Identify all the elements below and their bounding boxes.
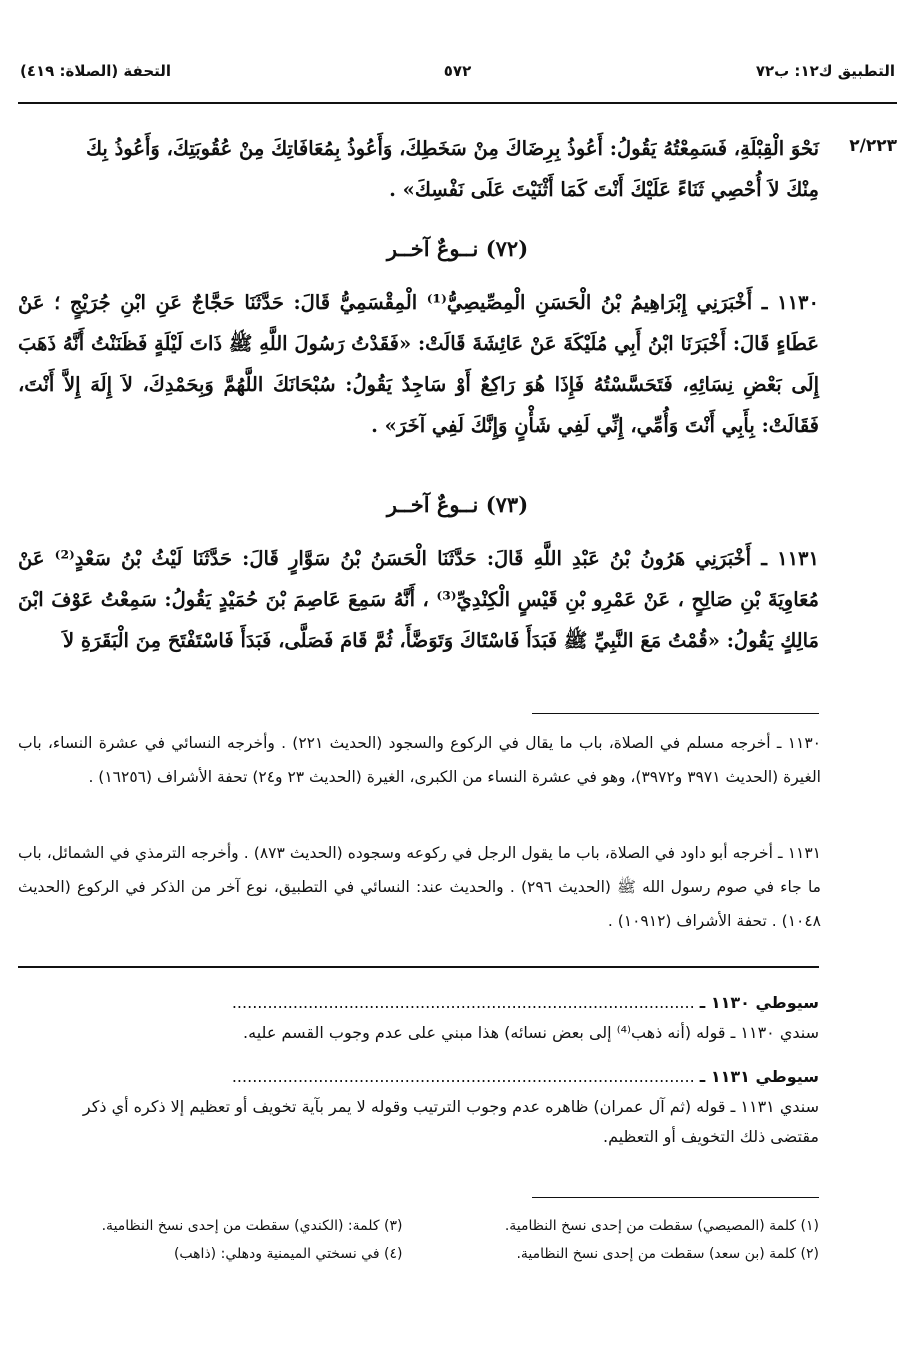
section-heading-72: (٧٢) نــوعٌ آخــر: [386, 236, 529, 261]
dotted-leader: ...........................................................................................: [231, 993, 695, 1012]
hadith-1131: ١١٣١ ـ أَخْبَرَنِي هَرُونُ بْنُ عَبْدِ اللَّهِ قَالَ: حَدَّثَنَا الْحَسَنُ بْنُ سَوَّارٍ قَالَ: حَدَّثَنَا لَيْثُ بْنُ سَعْدٍ⁽²⁾ عَنْ مُعَاوِيَةَ بْنِ صَالِحٍ ، عَنْ عَمْرِو بْنِ قَيْسٍ الْكِنْدِيِّ⁽³⁾ ، أَنَّهُ سَمِعَ عَاصِمَ بْنَ حُمَيْدٍ يَقُولُ: سَمِعْتُ عَوْفَ ابْنَ مَالِكٍ يَقُولُ: «قُمْتُ مَعَ النَّبِيِّ ﷺ فَبَدَأَ فَاسْتَاكَ وَتَوَضَّأَ، ثُمَّ قَامَ فَصَلَّى، فَبَدَأَ فَاسْتَفْتَحَ مِنَ الْبَقَرَةِ لاَ: [18, 547, 820, 652]
footnote-3: (٣) كلمة: (الكندي) سقطت من إحدى نسخ النظامية.: [101, 1218, 403, 1234]
commentary: [18, 988, 819, 1152]
running-header: [20, 62, 895, 92]
dotted-leader: ...........................................................................................: [231, 1067, 695, 1086]
footnotes-right-column: [435, 1212, 819, 1268]
section-heading-73: (٧٣) نــوعٌ آخــر: [386, 492, 529, 517]
page-number: ٥٧٢: [443, 62, 472, 80]
header-tuhfa-ref: التحفة (الصلاة: ٤١٩): [20, 62, 172, 80]
footnotes-left-column: [18, 1212, 402, 1268]
header-rule: [18, 102, 897, 104]
header-chapter-ref: التطبيق ك١٢: ب٧٢: [755, 62, 895, 80]
sindi-1131-b: مقتضى ذلك التخويف أو التعظيم.: [602, 1127, 819, 1146]
footnote-2: (٢) كلمة (بن سعد) سقطت من إحدى نسخ النظامية.: [516, 1246, 819, 1262]
notes-separator: [532, 1197, 819, 1198]
hadith-1130: ١١٣٠ ـ أَخْبَرَنِي إِبْرَاهِيمُ بْنُ الْحَسَنِ الْمِصِّيصِيُّ⁽¹⁾ الْمِقْسَمِيُّ قَالَ: حَدَّثَنَا حَجَّاجٌ عَنِ ابْنِ جُرَيْجٍ ؛ عَنْ عَطَاءٍ قَالَ: أَخْبَرَنَا ابْنُ أَبِي مُلَيْكَةَ عَنْ عَائِشَةَ قَالَتْ: «فَقَدْتُ رَسُولَ اللَّهِ ﷺ ذَاتَ لَيْلَةٍ فَظَنَنْتُ أَنَّهُ ذَهَبَ إِلَى بَعْضِ نِسَائِهِ، فَتَحَسَّسْتُهُ فَإِذَا هُوَ رَاكِعٌ أَوْ سَاجِدٌ يَقُولُ: سُبْحَانَكَ اللَّهُمَّ وَبِحَمْدِكَ، لاَ إِلَهَ إِلاَّ أَنْتَ، فَقَالَتْ: بِأَبِي أَنْتَ وَأُمِّي، إِنِّي لَفِي شَأْنٍ وَإِنَّكَ لَفِي آخَرَ» .: [18, 291, 820, 437]
sindi-1131-a: سندي ١١٣١ ـ قوله (ثم آل عمران) ظاهره عدم وجوب الترتيب وقوله لا يمر بآية تخويف أو تعظيم إلا ذكره أي ذكر: [82, 1097, 819, 1116]
intro-line-2: مِنْكَ لاَ أُحْصِي ثَنَاءً عَلَيْكَ أَنْتَ كَمَا أَثْنَيْتَ عَلَى نَفْسِكَ» .: [389, 178, 819, 201]
suyuti-1130: سيوطي ١١٣٠ ـ: [699, 993, 819, 1012]
suyuti-1131: سيوطي ١١٣١ ـ: [699, 1067, 819, 1086]
footnote-4: (٤) في نسختي الميمنية ودهلي: (ذاهب): [173, 1246, 403, 1262]
takhrij-1130: ١١٣٠ ـ أخرجه مسلم في الصلاة، باب ما يقال في الركوع والسجود (الحديث ٢٢١) . وأخرجه النسائي في عشرة النساء، باب الغيرة (الحديث ٣٩٧١ و٣٩٧٢)، وهو في عشرة النساء من الكبرى، الغيرة (الحديث ٢٣ و٢٤) تحفة الأشراف (١٦٢٥٦) .: [18, 734, 821, 786]
commentary-separator: [18, 966, 819, 968]
sindi-1130: سندي ١١٣٠ ـ قوله (أنه ذهب⁽⁴⁾ إلى بعض نسائه) هذا مبني على عدم وجوب القسم عليه.: [243, 1023, 819, 1042]
takhrij-1131: ١١٣١ ـ أخرجه أبو داود في الصلاة، باب ما يقول الرجل في ركوعه وسجوده (الحديث ٨٧٣) . وأخرجه الترمذي في الشمائل، باب ما جاء في صوم رسول الله ﷺ (الحديث ٢٩٦) . والحديث عند: النسائي في التطبيق، نوع آخر من الذكر في الركوع (الحديث ١٠٤٨) . تحفة الأشراف (١٠٩١٢) .: [18, 844, 822, 930]
footnotes: [18, 1212, 819, 1282]
intro-line-1: نَحْوَ الْقِبْلَةِ، فَسَمِعْتُهُ يَقُولُ: أَعُوذُ بِرِضَاكَ مِنْ سَخَطِكَ، وَأَعُوذُ بِمُعَافَاتِكَ مِنْ عُقُوبَتِكَ، وَأَعُوذُ بِكَ: [85, 137, 819, 160]
takhrij-separator: [532, 713, 819, 714]
footnote-1: (١) كلمة (المصيصي) سقطت من إحدى نسخ النظامية.: [504, 1218, 819, 1234]
margin-reference: ٢/٢٢٣: [849, 136, 897, 156]
suyuti-1130-line: [18, 988, 819, 1018]
suyuti-1131-line: [18, 1062, 819, 1092]
intro-text: [18, 128, 819, 210]
